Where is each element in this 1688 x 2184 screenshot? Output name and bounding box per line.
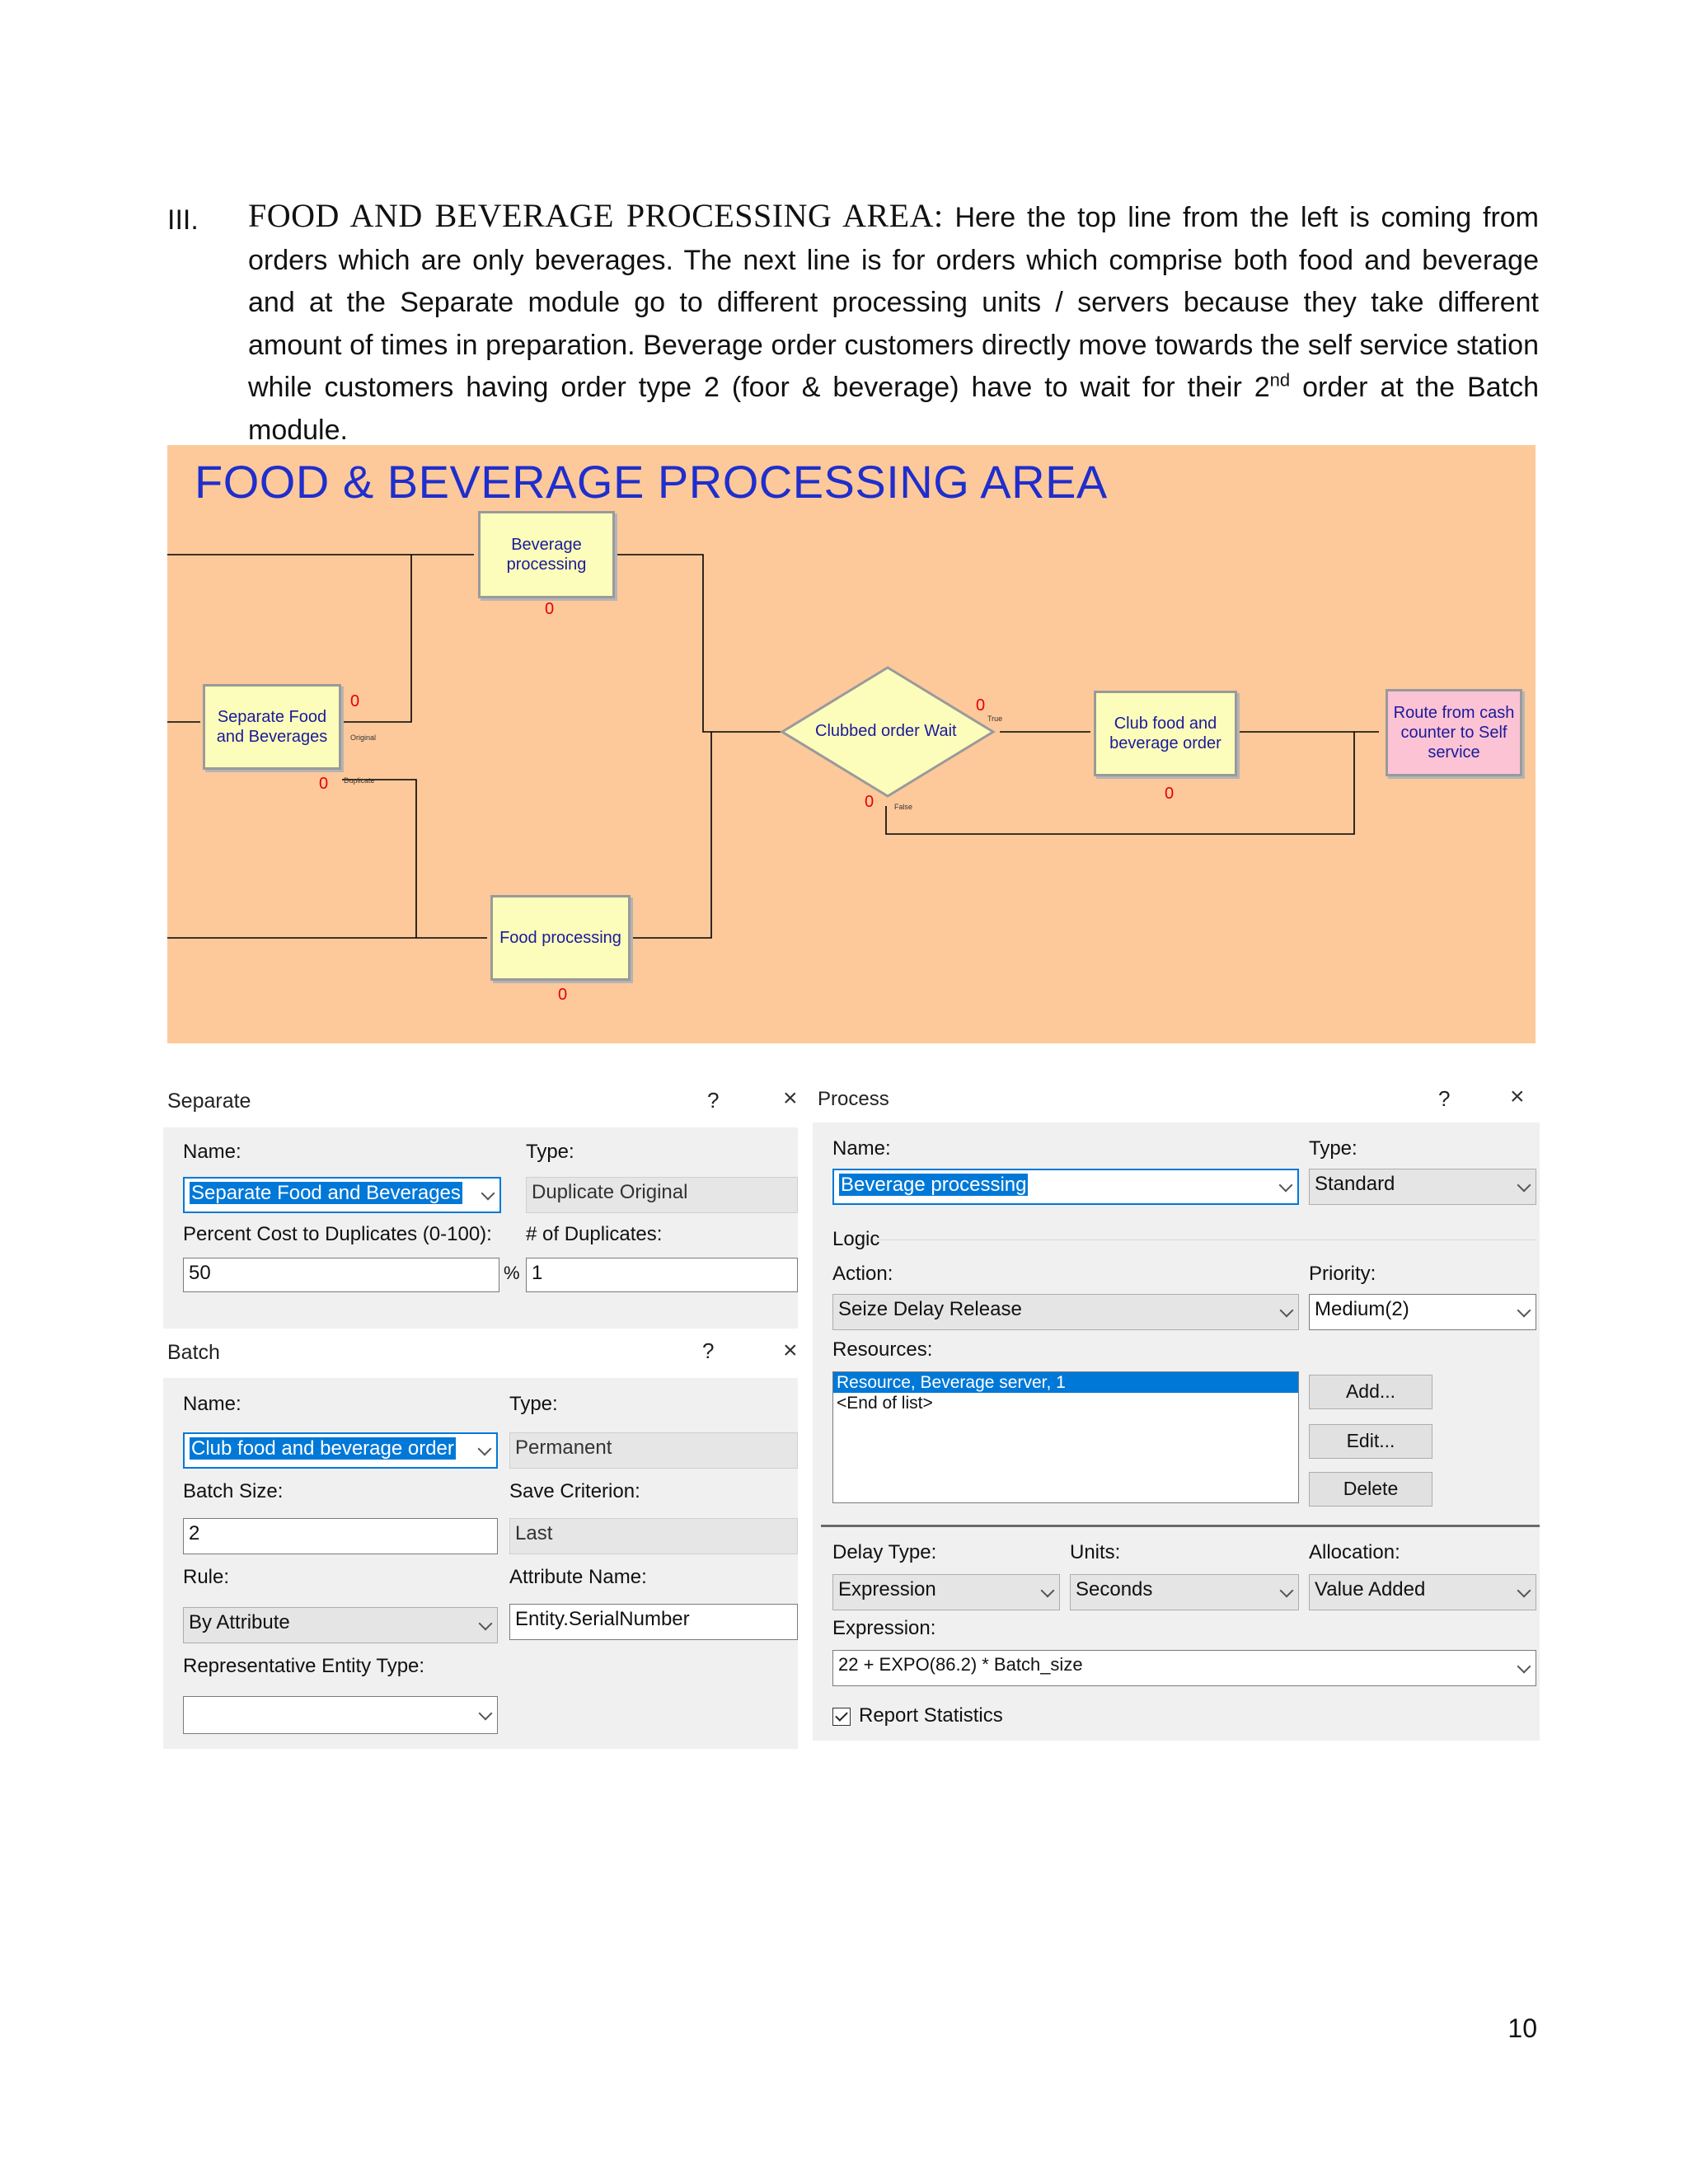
process-name-field[interactable] [832,1169,1299,1205]
paragraph-superscript: nd [1269,369,1291,391]
close-icon[interactable]: × [783,1085,798,1112]
type-value: Permanent [515,1436,612,1459]
type-value: Standard [1315,1173,1395,1195]
module-label: counter to Self [1400,724,1507,742]
diagram-title: FOOD & BEVERAGE PROCESSING AREA [195,456,1108,508]
percent-sign: % [504,1263,520,1283]
add-button[interactable]: Add... [1309,1375,1432,1409]
priority-value: Medium(2) [1315,1298,1409,1320]
beverage-processing-module[interactable] [478,511,615,598]
paragraph-text-1: Here the top line from the left is coming from orders which are only beverages. The next line is for orders which comprise both food and beverage and at the Separate module go to different processing units / servers because they take different amount of times in preparation. Beverage order customers directly move towards the self service station while customers having order type 2 (foor & beverage) have to wait for their 2 [248,202,1540,403]
delay-type-select[interactable] [832,1574,1060,1610]
action-select[interactable] [832,1294,1299,1330]
module-label: Beverage [511,536,582,554]
close-icon[interactable]: × [1510,1083,1525,1110]
module-label: Route from cash [1393,704,1515,722]
percent-value: 50 [189,1262,211,1284]
percent-label: Percent Cost to Duplicates (0-100): [183,1223,492,1245]
section-paragraph [248,194,1539,452]
chevron-down-icon [479,1707,493,1721]
batch-name-field[interactable] [183,1432,498,1469]
chevron-down-icon [479,1617,493,1631]
decide-count-bottom: 0 [865,793,874,811]
duplicates-value: 1 [532,1262,543,1284]
batch-module[interactable] [1094,691,1237,776]
delay-type-value: Expression [838,1578,936,1601]
chevron-down-icon [478,1442,492,1456]
food-processing-module[interactable] [490,895,631,981]
process-dialog-title: Process [818,1088,889,1110]
type-label: Type: [509,1393,558,1415]
separate-count-bottom: 0 [319,775,329,793]
connector-lines [167,445,1536,1043]
list-item[interactable]: <End of list> [837,1394,933,1413]
delay-type-label: Delay Type: [832,1541,937,1563]
close-icon[interactable]: × [783,1337,798,1364]
decide-label: Clubbed order Wait [815,722,957,740]
section-number: III. [167,204,199,236]
module-label: beverage order [1109,734,1221,752]
section-divider [821,1525,1540,1527]
representative-entity-select[interactable] [183,1696,498,1734]
module-label: and Beverages [216,728,328,746]
module-label: service [1428,743,1480,762]
resources-list[interactable] [832,1371,1299,1503]
save-criterion-label: Save Criterion: [509,1480,640,1502]
port-duplicate-label: Duplicate [344,776,375,785]
duplicates-label: # of Duplicates: [526,1223,663,1245]
allocation-label: Allocation: [1309,1541,1400,1563]
route-module[interactable] [1386,689,1522,776]
chevron-down-icon [1280,1584,1294,1598]
module-label: Club food and [1114,715,1217,733]
action-value: Seize Delay Release [838,1298,1022,1320]
help-button[interactable]: ? [1438,1086,1451,1111]
module-label: Food processing [499,929,621,947]
name-label: Name: [183,1393,241,1415]
attribute-name-label: Attribute Name: [509,1566,647,1588]
chevron-down-icon [1517,1584,1531,1598]
name-label: Name: [183,1141,241,1163]
rule-select[interactable] [183,1607,498,1643]
separate-module[interactable] [203,684,341,770]
chevron-down-icon [1517,1660,1531,1674]
priority-select[interactable] [1309,1294,1536,1330]
name-value: Beverage processing [841,1174,1027,1196]
port-original-label: Original [350,733,377,742]
paragraph-text-2: order at the Batch module. [248,372,1539,446]
chevron-down-icon [1280,1304,1294,1318]
decide-count-top: 0 [976,696,986,715]
percent-input[interactable] [183,1258,499,1292]
units-select[interactable] [1070,1574,1299,1610]
action-label: Action: [832,1263,893,1285]
batch-size-label: Batch Size: [183,1480,284,1502]
edit-button[interactable]: Edit... [1309,1424,1432,1459]
allocation-value: Value Added [1315,1578,1426,1601]
help-button[interactable]: ? [707,1088,720,1113]
rule-label: Rule: [183,1566,230,1588]
help-button[interactable]: ? [702,1338,715,1363]
type-value: Duplicate Original [532,1181,688,1203]
module-label: Separate Food [217,708,327,726]
name-value: Separate Food and Beverages [191,1182,461,1204]
separate-count-top: 0 [350,692,360,710]
separate-type-field [526,1177,798,1213]
priority-label: Priority: [1309,1263,1376,1285]
save-criterion-field [509,1518,798,1554]
chevron-down-icon [1279,1179,1293,1193]
name-value: Club food and beverage order [191,1437,454,1460]
chevron-down-icon [1517,1179,1531,1193]
duplicates-input[interactable] [526,1258,798,1292]
logic-group-label: Logic [832,1228,880,1250]
representative-entity-label: Representative Entity Type: [183,1655,425,1677]
batch-count: 0 [1165,785,1175,803]
report-statistics-label: Report Statistics [859,1704,1003,1727]
batch-type-field [509,1432,798,1469]
type-label: Type: [1309,1137,1357,1160]
attribute-name-value: Entity.SerialNumber [515,1608,690,1630]
chevron-down-icon [1041,1584,1055,1598]
beverage-count: 0 [545,600,555,618]
food-count: 0 [558,986,568,1004]
units-label: Units: [1070,1541,1121,1563]
port-false-label: False [894,803,913,811]
save-criterion-value: Last [515,1522,553,1544]
expression-input[interactable] [832,1650,1536,1686]
batch-size-value: 2 [189,1522,200,1544]
units-value: Seconds [1076,1578,1153,1601]
section-heading: FOOD AND BEVERAGE PROCESSING AREA: [248,197,944,234]
rule-value: By Attribute [189,1611,290,1633]
attribute-name-input[interactable] [509,1604,798,1640]
separate-name-field[interactable] [183,1177,501,1213]
module-label: processing [506,555,587,574]
chevron-down-icon [1517,1304,1531,1318]
report-statistics-checkbox[interactable] [832,1708,851,1726]
chevron-down-icon [481,1187,495,1201]
batch-size-input[interactable] [183,1518,498,1554]
batch-dialog-title: Batch [167,1341,220,1364]
expression-label: Expression: [832,1617,936,1639]
separate-dialog-title: Separate [167,1090,251,1113]
name-label: Name: [832,1137,891,1160]
flowchart-diagram [167,445,1536,1043]
list-item[interactable]: Resource, Beverage server, 1 [833,1372,1298,1393]
resources-label: Resources: [832,1338,933,1361]
port-true-label: True [987,715,1003,723]
allocation-select[interactable] [1309,1574,1536,1610]
expression-value: 22 + EXPO(86.2) * Batch_size [838,1654,1083,1675]
delete-button[interactable]: Delete [1309,1472,1432,1507]
page-number: 10 [1507,2013,1537,2043]
type-label: Type: [526,1141,574,1163]
process-type-select[interactable] [1309,1169,1536,1205]
